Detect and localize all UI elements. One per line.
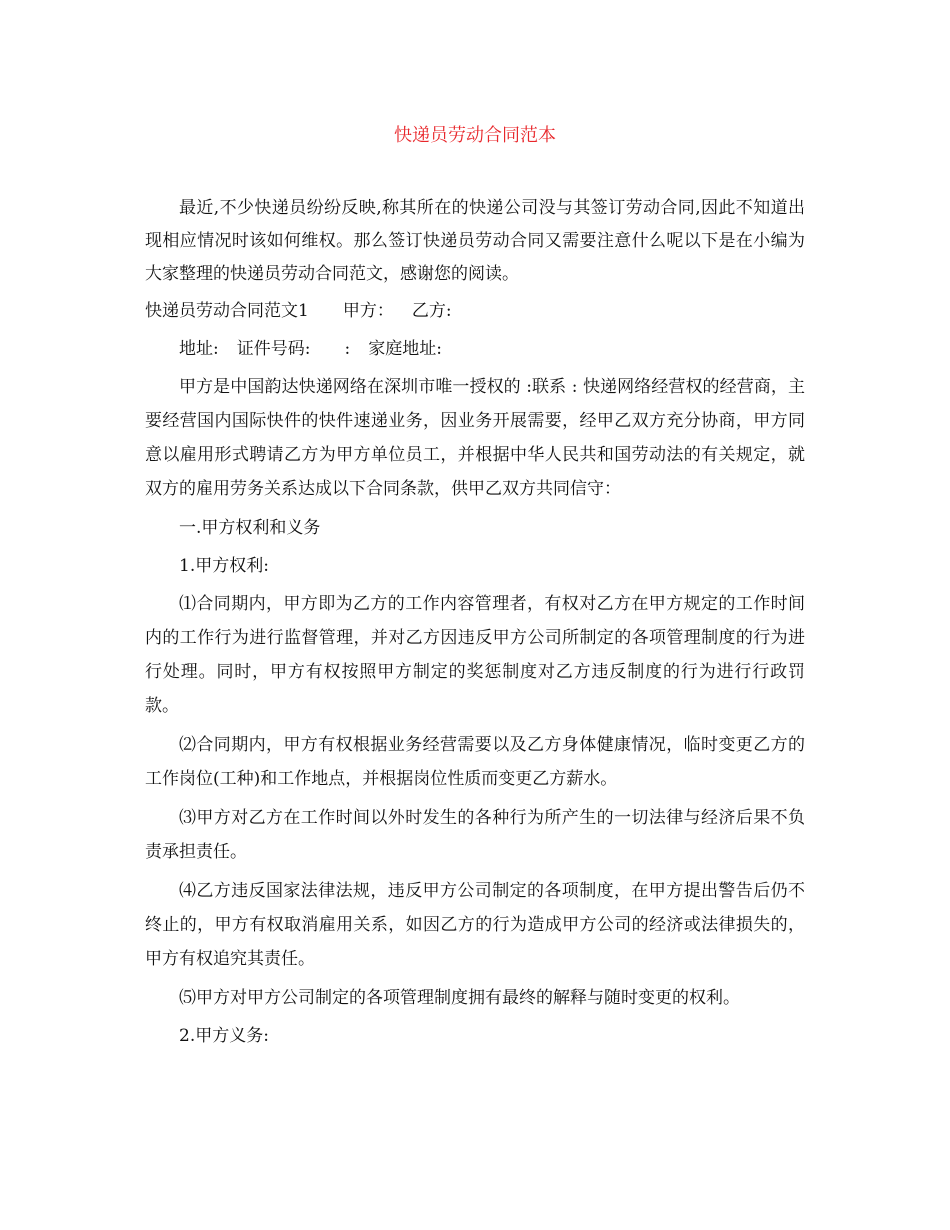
document-title: 快递员劳动合同范本 — [394, 125, 556, 146]
id-label: 证件号码: — [236, 339, 311, 359]
document-body — [145, 192, 805, 1057]
address-line — [145, 332, 805, 366]
address-label: 地址: — [179, 339, 219, 359]
rights-item: ⑸甲方对甲方公司制定的各项管理制度拥有最终的解释与随时变更的权利。 — [179, 988, 740, 1008]
party-a-label: 甲方： — [342, 301, 394, 321]
rights-item: ⑷乙方违反国家法律法规，违反甲方公司制定的各项制度，在甲方提出警告后仍不终止的，甲方有权取消雇用关系，如因乙方的行为造成甲方公司的经济或法律损失的，甲方有权追究其责任。 — [145, 881, 805, 969]
duties-heading: 2.甲方义务: — [179, 1026, 269, 1046]
section-heading: 一.甲方权利和义务 — [179, 518, 321, 538]
party-b-label: 乙方: — [411, 301, 452, 321]
preamble-paragraph: 甲方是中国韵达快递网络在深圳市唯一授权的 :联系 : 快递网络经营权的经营商，主要经营国内国际快件的快件速递业务，因业务开展需要，经甲乙双方充分协商，甲方同意以雇用形式聘请乙方为甲方单位员工，并根据中华人民共和国劳动法的有关规定，就双方的雇用劳务关系达成以下合同条款，供甲乙双方共同信守： — [145, 377, 805, 499]
sample-heading-line — [145, 294, 805, 328]
home-address-label: 家庭地址: — [368, 339, 442, 359]
rights-item: ⑴合同期内，甲方即为乙方的工作内容管理者，有权对乙方在甲方规定的工作时间内的工作行为进行监督管理，并对乙方因违反甲方公司所制定的各项管理制度的行为进行处理。同时，甲方有权按照甲方制定的奖惩制度对乙方违反制度的行为进行行政罚款。 — [145, 594, 805, 716]
rights-heading: 1.甲方权利: — [179, 556, 269, 576]
id-colon: : — [344, 339, 351, 359]
intro-paragraph: 最近,不少快递员纷纷反映,称其所在的快递公司没与其签订劳动合同,因此不知道出现相应情况时该如何维权。那么签订快递员劳动合同又需要注意什么呢以下是在小编为大家整理的快递员劳动合同范文，感谢您的阅读。 — [145, 198, 805, 284]
rights-item: ⑵合同期内，甲方有权根据业务经营需要以及乙方身体健康情况，临时变更乙方的工作岗位(工种)和工作地点，并根据岗位性质而变更乙方薪水。 — [145, 735, 805, 789]
sample-heading: 快递员劳动合同范文1 — [145, 301, 309, 321]
rights-item: ⑶甲方对乙方在工作时间以外时发生的各种行为所产生的一切法律与经济后果不负责承担责任。 — [145, 808, 805, 862]
